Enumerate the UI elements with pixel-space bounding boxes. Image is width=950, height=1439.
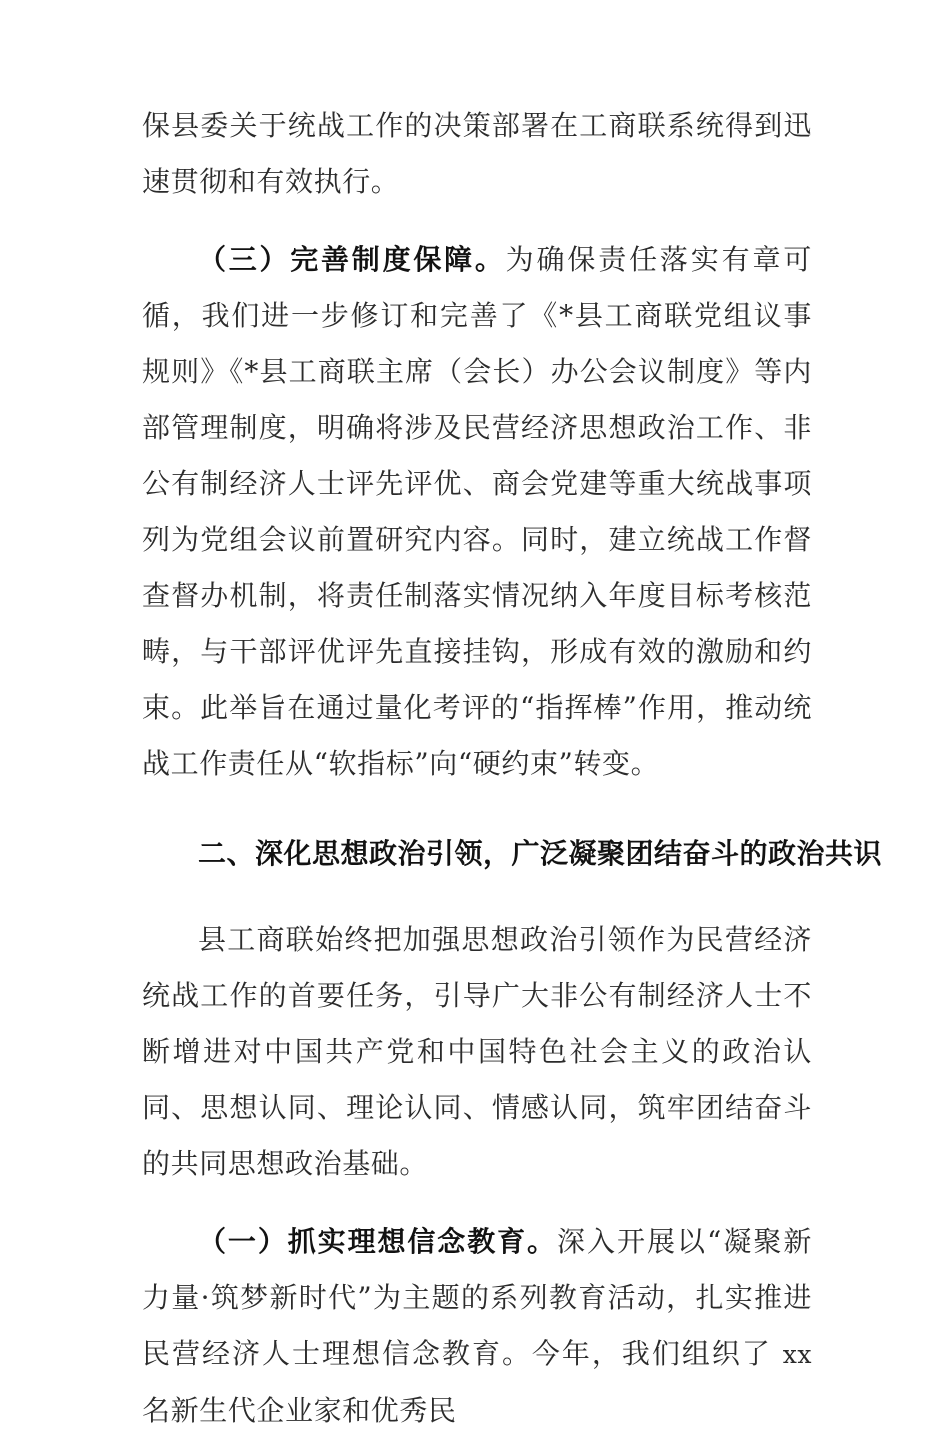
paragraph-subsection-one	[142, 1214, 812, 1439]
numeric-placeholder: xx	[782, 1340, 812, 1369]
paragraph-section-three-text: 为确保责任落实有章可循，我们进一步修订和完善了《*县工商联党组议事规则》《*县工商联主席（会长）办公会议制度》等内部管理制度，明确将涉及民营经济思想政治工作、非公有制经济人士评先评优、商会党建等重大统战事项列为党组会议前置研究内容。同时，建立统战工作督查督办机制，将责任制落实情况纳入年度目标考核范畴，与干部评优评先直接挂钩，形成有效的激励和约束。此举旨在通过量化考评的“指挥棒”作用，推动统战工作责任从“软指标”向“硬约束”转变。	[142, 243, 812, 780]
paragraph-subsection-one-text-a: 深入开展以“凝聚新力量·筑梦新时代”为主题的系列教育活动，扎实推进民营经济人士理想信念教育。今年，我们组织了	[142, 1225, 812, 1370]
heading-gap-after	[142, 882, 812, 912]
paragraph-gap	[142, 210, 812, 232]
paragraph-continuation-top: 保县委关于统战工作的决策部署在工商联系统得到迅速贯彻和有效执行。	[142, 109, 812, 198]
paragraph-subsection-one-text-b: 名新生代企业家和优秀民	[142, 1394, 457, 1427]
document-body	[142, 98, 883, 1439]
bold-lead-section-three: （三）完善制度保障。	[198, 243, 506, 276]
paragraph-gap-two	[142, 1192, 812, 1214]
bold-lead-subsection-one: （一）抓实理想信念教育。	[198, 1225, 557, 1258]
section-heading-two: 二、深化思想政治引领，广泛凝聚团结奋斗的政治共识	[198, 837, 883, 870]
heading-gap-before	[142, 792, 812, 826]
paragraph-intro-section-two: 县工商联始终把加强思想政治引领作为民营经济统战工作的首要任务，引导广大非公有制经济人士不断增进对中国共产党和中国特色社会主义的政治认同、思想认同、理论认同、情感认同，筑牢团结奋斗的共同思想政治基础。	[142, 923, 812, 1180]
paragraph-section-three	[142, 232, 812, 792]
